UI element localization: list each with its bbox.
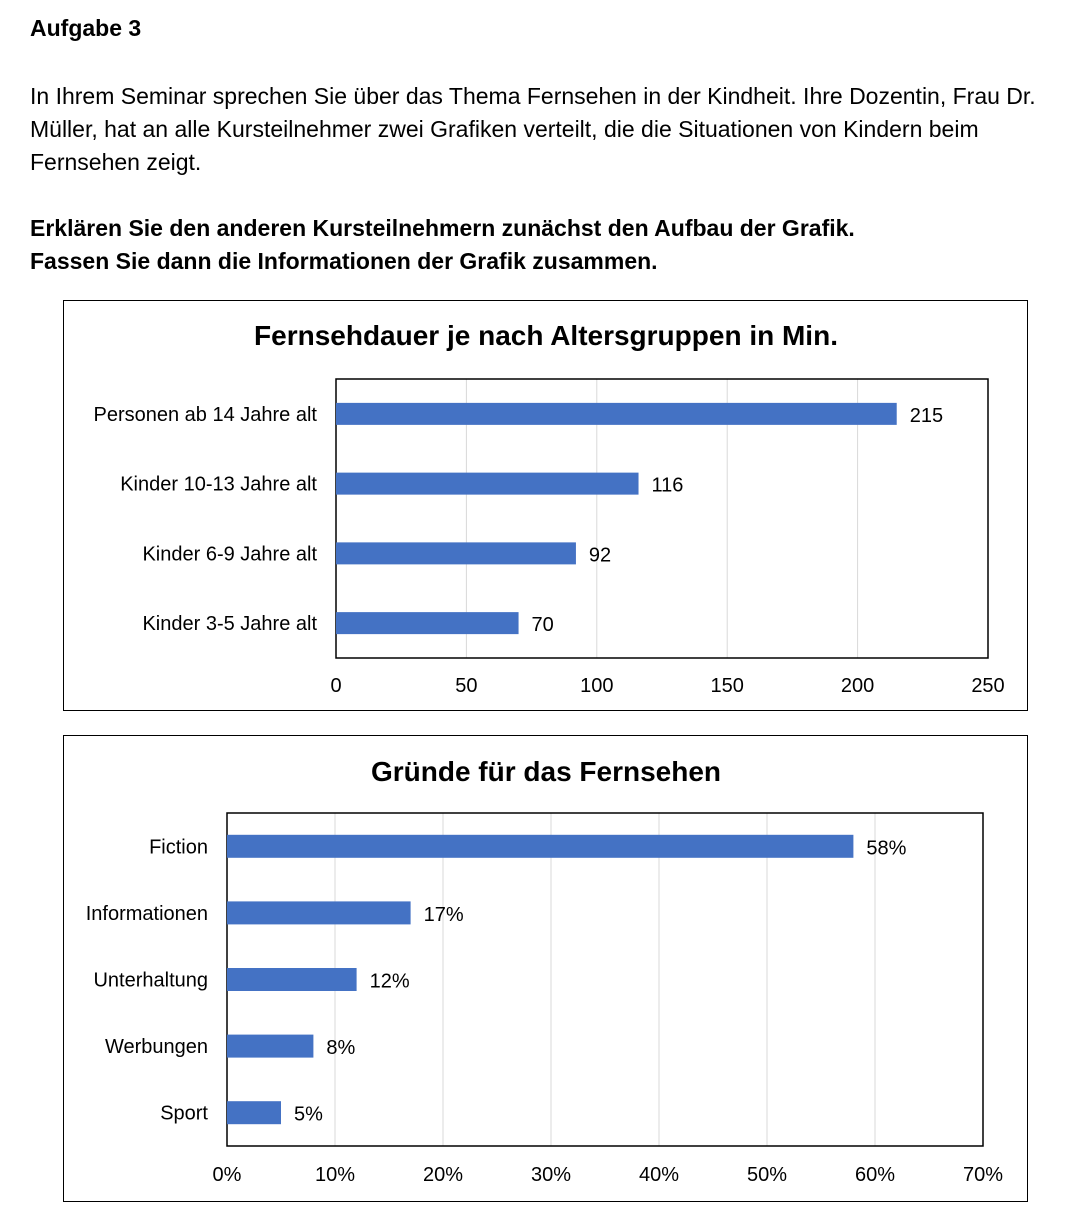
chart-tv-duration-svg [64,301,1026,709]
intro-paragraph: In Ihrem Seminar sprechen Sie über das Thema Fernsehen in der Kindheit. Ihre Dozentin, Frau Dr. Müller, hat an alle Kursteilnehmer zwei Grafiken verteilt, die die Situationen von Kindern beim Fernsehen zeigt. [30,83,1036,175]
reasons-x-tick-label: 20% [422,1164,464,1186]
duration-data-label: 92 [588,544,612,567]
reasons-x-tick-label: 40% [638,1164,680,1186]
reasons-x-tick-label: 0% [212,1164,242,1186]
duration-x-tick-label: 250 [971,675,1005,697]
reasons-data-label: 5% [294,1103,323,1126]
chart-tv-reasons [63,735,1028,1202]
task-line-1: Erklären Sie den anderen Kursteilnehmern zunächst den Aufbau der Grafik. [30,215,855,241]
duration-data-label: 116 [651,474,684,497]
reasons-bar [227,1101,281,1124]
duration-x-tick-label: 100 [580,675,614,697]
reasons-x-tick-label: 10% [314,1164,356,1186]
duration-bar [336,542,576,564]
duration-data-label: 70 [531,614,554,637]
reasons-x-tick-label: 60% [854,1164,896,1186]
reasons-x-tick-label: 70% [962,1164,1004,1186]
duration-x-tick-label: 200 [840,675,875,697]
duration-category-label: Personen ab 14 Jahre alt [93,403,317,426]
duration-category-label: Kinder 6-9 Jahre alt [142,543,317,566]
duration-category-label: Kinder 3-5 Jahre alt [142,613,317,636]
reasons-category-label: Fiction [149,836,208,859]
task-line-2: Fassen Sie dann die Informationen der Grafik zusammen. [30,248,658,274]
reasons-bar [227,1035,313,1058]
task-heading: Aufgabe 3 [30,15,142,41]
duration-bar [336,473,639,495]
reasons-chart-title: Gründe für das Fernsehen [370,756,722,787]
reasons-data-label: 12% [369,970,410,993]
duration-category-label: Kinder 10-13 Jahre alt [120,473,317,496]
duration-x-tick-label: 50 [455,675,478,697]
reasons-data-label: 8% [326,1037,356,1060]
duration-x-tick-label: 150 [710,675,744,697]
reasons-data-label: 17% [423,903,464,926]
reasons-category-label: Unterhaltung [93,969,208,992]
duration-chart-title: Fernsehdauer je nach Altersgruppen in Min. [254,320,838,351]
reasons-bar [227,968,357,991]
duration-data-label: 215 [909,404,944,427]
reasons-bar [227,835,853,858]
reasons-x-tick-label: 30% [530,1164,572,1186]
chart-tv-reasons-svg [64,736,1026,1200]
duration-bar [336,403,897,425]
reasons-category-label: Sport [160,1102,208,1125]
duration-bar [336,612,519,634]
reasons-x-tick-label: 50% [746,1164,788,1186]
reasons-category-label: Werbungen [104,1036,208,1059]
reasons-data-label: 58% [866,837,907,860]
duration-x-tick-label: 0 [330,675,342,697]
reasons-bar [227,901,411,924]
task-instructions [30,212,1070,278]
reasons-category-label: Informationen [85,902,208,925]
chart-tv-duration [63,300,1028,711]
